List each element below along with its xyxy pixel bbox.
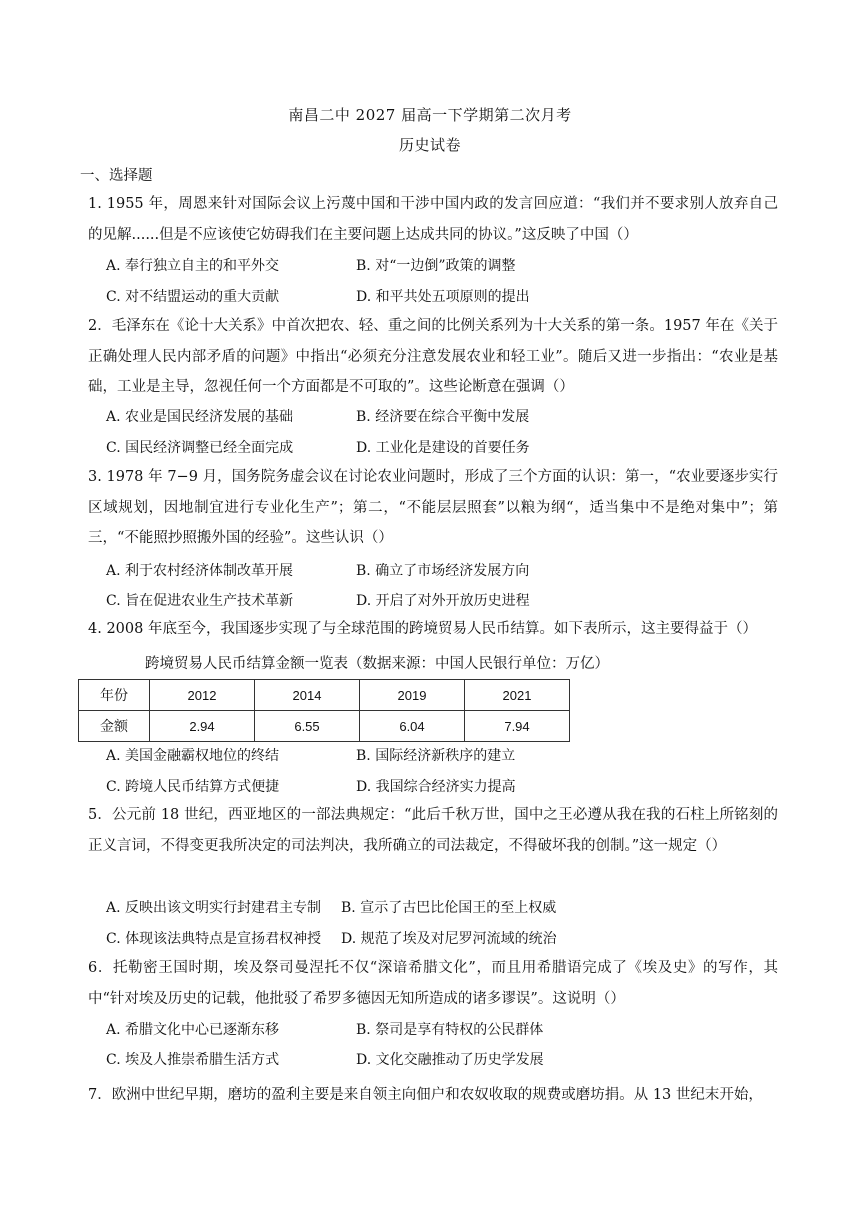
table-row	[79, 711, 570, 742]
question-1-option-a: A. 奉行独立自主的和平外交	[106, 258, 280, 274]
question-6-option-d: D. 文化交融推动了历史学发展	[356, 1052, 544, 1068]
question-1-option-b: B. 对“一边倒”政策的调整	[356, 258, 516, 274]
question-5-option-c: C. 体现该法典特点是宣扬君权神授	[106, 931, 322, 947]
table-row	[79, 680, 570, 711]
question-5: 5．公元前 18 世纪，西亚地区的一部法典规定：“此后千秋万世，国中之王必遵从我在我的石柱上所铭刻的正义言词，不得变更我所决定的司法判决，我所确立的司法裁定，不得破坏我的创制。”这一规定（）	[88, 807, 778, 854]
question-3-option-a: A. 利于农村经济体制改革开展	[106, 563, 294, 579]
question-2-option-a: A. 农业是国民经济发展的基础	[106, 409, 294, 425]
question-4-option-b: B. 国际经济新秩序的建立	[356, 748, 516, 764]
table-cell: 2019	[360, 680, 465, 711]
exam-subtitle: 历史试卷	[398, 136, 461, 154]
exam-title: 南昌二中 2027 届高一下学期第二次月考	[288, 106, 572, 124]
question-2-option-d: D. 工业化是建设的首要任务	[356, 440, 530, 456]
question-2-option-b: B. 经济要在综合平衡中发展	[356, 409, 530, 425]
question-4: 4. 2008 年底至今，我国逐步实现了与全球范围的跨境贸易人民币结算。如下表所示，这主要得益于（）	[88, 621, 757, 637]
question-5-option-b: B. 宣示了古巴比伦国王的至上权威	[341, 900, 557, 916]
table-cell: 6.04	[360, 711, 465, 742]
question-6-option-b: B. 祭司是享有特权的公民群体	[356, 1022, 544, 1038]
question-6-option-a: A. 希腊文化中心已逐渐东移	[106, 1022, 280, 1038]
table-cell: 2.94	[150, 711, 255, 742]
question-2: 2．毛泽东在《论十大关系》中首次把农、轻、重之间的比例关系列为十大关系的第一条。1957 年在《关于正确处理人民内部矛盾的问题》中指出“必须充分注意发展农业和轻工业”。随后又进一步指出：“农业是基础，工业是主导，忽视任何一个方面都是不可取的”。这些论断意在强调（）	[88, 318, 778, 395]
question-3: 3. 1978 年 7−9 月，国务院务虚会议在讨论农业问题时，形成了三个方面的认识：第一，“农业要逐步实行区域规划，因地制宜进行专业化生产”；第二，“不能层层照套”以粮为纲“，适当集中不是绝对集中”；第三，“不能照抄照搬外国的经验”。这些认识（）	[88, 469, 778, 546]
section-heading: 一、选择题	[80, 168, 153, 184]
table-cell: 2012	[150, 680, 255, 711]
question-1-option-d: D. 和平共处五项原则的提出	[356, 289, 530, 305]
question-4-option-d: D. 我国综合经济实力提高	[356, 779, 516, 795]
table-cell: 6.55	[255, 711, 360, 742]
table-cell: 7.94	[465, 711, 570, 742]
question-4-option-a: A. 美国金融霸权地位的终结	[106, 748, 280, 764]
table-cell: 2014	[255, 680, 360, 711]
question-6-option-c: C. 埃及人推崇希腊生活方式	[106, 1052, 280, 1068]
question-4-option-c: C. 跨境人民币结算方式便捷	[106, 779, 280, 795]
question-3-option-b: B. 确立了市场经济发展方向	[356, 563, 530, 579]
question-3-option-c: C. 旨在促进农业生产技术革新	[106, 593, 294, 609]
question-1: 1. 1955 年，周恩来针对国际会议上污蔑中国和干涉中国内政的发言回应道：“我们并不要求别人放弃自己的见解......但是不应该使它妨碍我们在主要问题上达成共同的协议。”这反映了中国（）	[88, 196, 778, 243]
table-row-label: 金额	[79, 711, 150, 742]
question-3-option-d: D. 开启了对外开放历史进程	[356, 593, 530, 609]
settlement-table	[78, 679, 570, 742]
table-cell: 2021	[465, 680, 570, 711]
table-caption: 跨境贸易人民币结算金额一览表（数据来源：中国人民银行单位：万亿）	[145, 656, 609, 672]
question-5-option-a: A. 反映出该文明实行封建君主专制	[106, 900, 322, 916]
table-row-label: 年份	[79, 680, 150, 711]
question-2-option-c: C. 国民经济调整已经全面完成	[106, 440, 294, 456]
question-6: 6．托勒密王国时期，埃及祭司曼涅托不仅“深谙希腊文化”，而且用希腊语完成了《埃及史》的写作，其中“针对埃及历史的记载，他批驳了希罗多德因无知所造成的诸多谬误”。这说明（）	[88, 960, 778, 1007]
question-1-option-c: C. 对不结盟运动的重大贡献	[106, 289, 280, 305]
question-5-option-d: D. 规范了埃及对尼罗河流域的统治	[341, 931, 557, 947]
question-7: 7．欧洲中世纪早期，磨坊的盈利主要是来自领主向佃户和农奴收取的规费或磨坊捐。从 13 世纪末开始，	[88, 1087, 763, 1103]
